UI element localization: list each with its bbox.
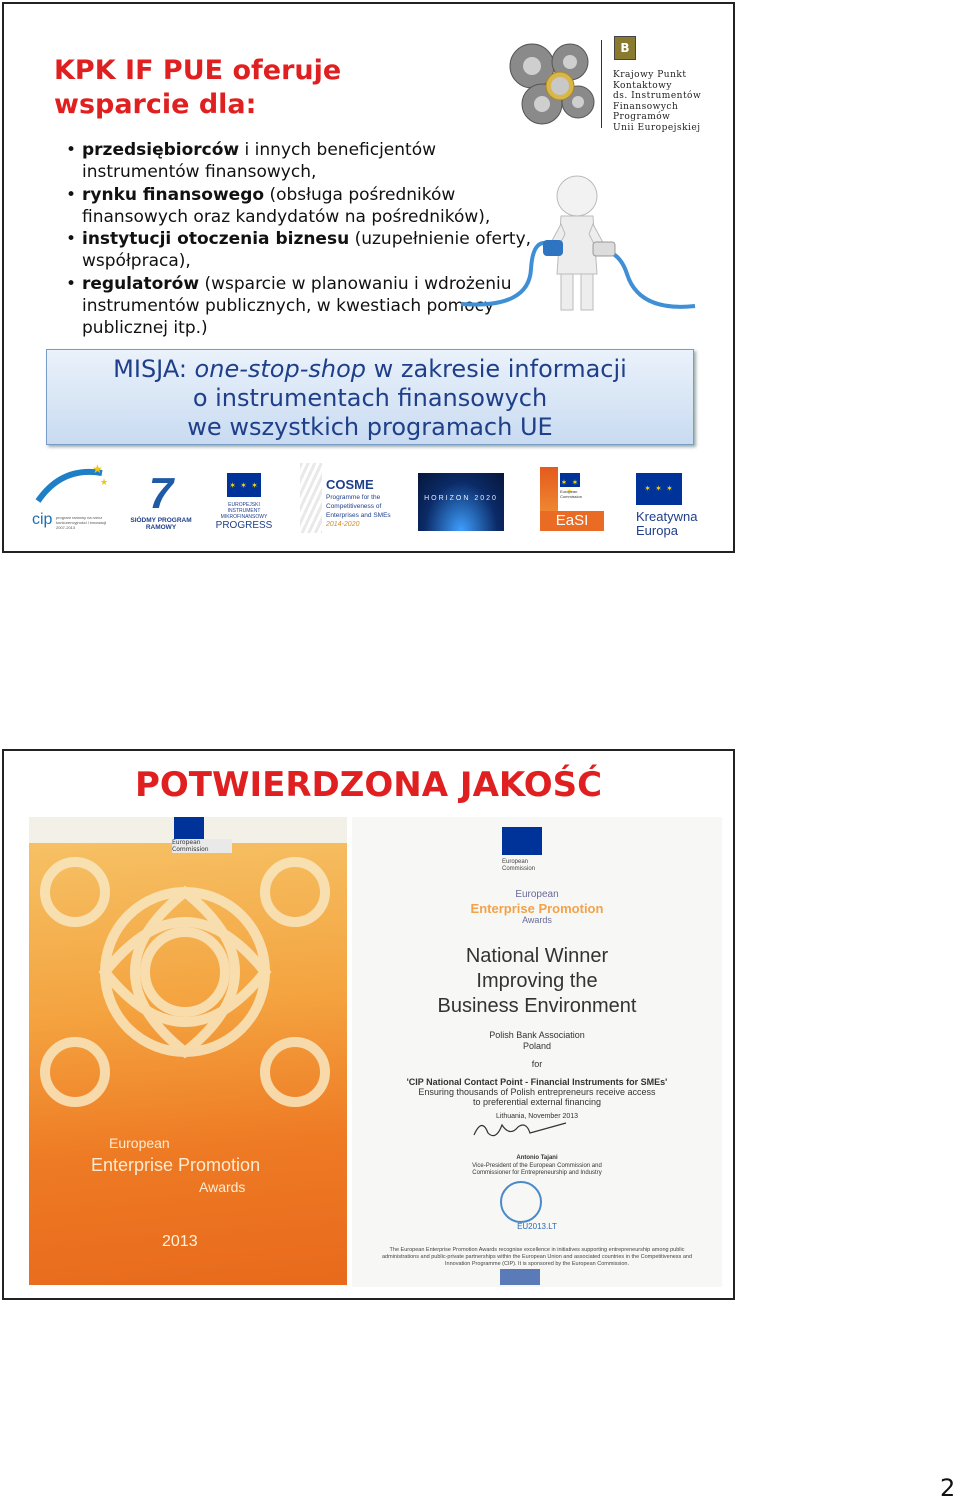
kpk-logo: B Krajowy Punkt Kontaktowy ds. Instrumentów Finansowych Programów Unii Europejskiej bbox=[598, 36, 708, 133]
eu2013-logo-icon bbox=[500, 1181, 542, 1223]
page-number: 2 bbox=[940, 1474, 956, 1502]
swimmer-stars-icon bbox=[32, 461, 112, 511]
programme-logos bbox=[32, 461, 722, 541]
list-item: • rynku finansowego (obsługa pośredników finansowych oraz kandydatów na pośredników), bbox=[66, 184, 536, 229]
eu-flag-icon bbox=[227, 473, 261, 497]
mission-box: MISJA: one-stop-shop w zakresie informacji o instrumentach finansowych we wszystkich programach UE bbox=[46, 349, 694, 445]
list-item: • przedsiębiorców i innych beneficjentów instrumentów finansowych, bbox=[66, 139, 536, 184]
slide-quality bbox=[2, 749, 735, 1300]
horizon2020-logo: HORIZON 2020 bbox=[418, 473, 504, 531]
signature-icon bbox=[470, 1113, 570, 1143]
ornament-icon bbox=[35, 852, 335, 1122]
slide-offer bbox=[2, 2, 735, 553]
kreatywna-europa-logo: ✶ ✶ ✶ Kreatywna Europa bbox=[636, 473, 716, 535]
award-booklet-photo: European Commission European Enterprise Promotion Awards 2013 bbox=[29, 817, 347, 1285]
eu-flag-icon bbox=[174, 817, 204, 839]
gears-euro-icon bbox=[502, 36, 600, 132]
progress-logo: ✶ ✶ ✶ EUROPEJSKI INSTRUMENT MIKROFINANSOWY PROGRESS bbox=[214, 473, 274, 538]
award-certificate: European Commission European Enterprise Promotion Awards National Winner Improving the Business Environment Polish Bank Association Poland for 'CIP National Contact Point - Financial Instruments for SMEs' Ensuring thousands of Polish entrepreneurs receive access to preferential external financing Lithuania, November 2013 Antonio Tajani Vice-President of the European Commission and Commissioner for Entrepreneurship and Industry EU2013.LT The European Enterprise Promotion Awards recognise excellence in initiatives supporting entrepreneurship among public administrations and public-private partnerships within the European Union and associated countries in the Competitiveness and Innovation Programme (CIP). It is sponsored by the European Commission. bbox=[352, 817, 722, 1287]
figure-connecting-cables-icon bbox=[459, 174, 699, 319]
slide-title: KPK IF PUE oferuje wsparcie dla: bbox=[54, 55, 342, 120]
svg-text:★: ★ bbox=[100, 477, 109, 487]
eu-flag-icon bbox=[636, 473, 682, 505]
eu-flag-icon bbox=[502, 827, 542, 855]
fp7-logo: 7 SIÓDMY PROGRAM RAMOWY bbox=[130, 469, 192, 531]
easi-logo: ✶ ✶ ✶ European Commission EaSI bbox=[540, 467, 610, 531]
crest-icon: B bbox=[614, 36, 636, 60]
cip-logo: ★ ★ cip program ramowy na rzecz konkurencyjności i innowacji 2007-2013 bbox=[32, 461, 114, 536]
flag-icon bbox=[500, 1269, 540, 1285]
eu-flag-icon bbox=[560, 473, 580, 487]
slide-title: POTWIERDZONA JAKOŚĆ bbox=[134, 765, 603, 805]
cosme-logo: COSME Programme for the Competitiveness of Enterprises and SMEs 2014-2020 bbox=[300, 463, 400, 538]
list-item: • regulatorów (wsparcie w planowaniu i wdrożeniu instrumentów publicznych, w kwestiach pomocy publicznej itp.) bbox=[66, 273, 536, 340]
svg-text:★: ★ bbox=[92, 462, 103, 476]
list-item: • instytucji otoczenia biznesu (uzupełnienie oferty, współpraca), bbox=[66, 228, 536, 273]
